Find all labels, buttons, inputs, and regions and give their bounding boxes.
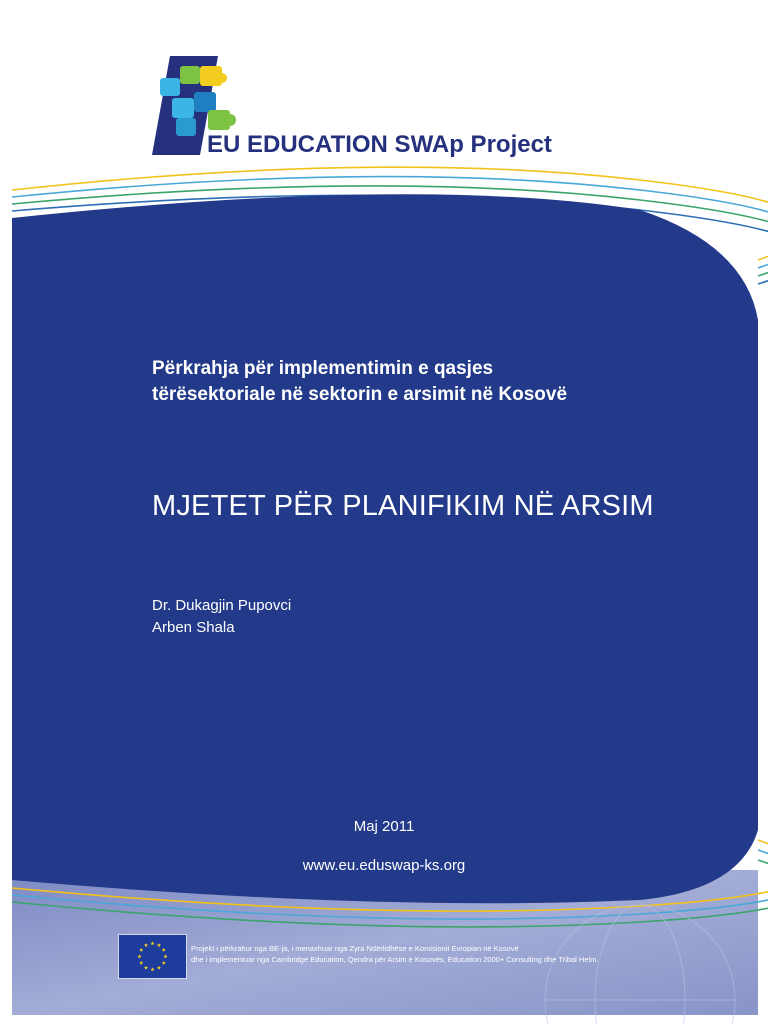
subtitle-line-1: Përkrahja për implementimin e qasjes xyxy=(152,358,494,379)
cover-title: MJETET PËR PLANIFIKIM NË ARSIM xyxy=(152,490,654,522)
subtitle-line-2: tërësektoriale në sektorin e arsimit në Kosovë xyxy=(152,384,568,405)
logo-text: EU EDUCATION SWAp Project xyxy=(207,131,552,158)
author-2: Arben Shala xyxy=(152,619,235,636)
eu-flag-icon xyxy=(118,934,187,979)
website-link[interactable]: www.eu.eduswap-ks.org xyxy=(302,857,466,874)
publication-date: Maj 2011 xyxy=(353,818,415,835)
footer-line-2: dhe i implementuar nga Cambridge Education, Qendra për Arsim e Kosovës, Education 2000+ Consulting dhe Tribal Helm. xyxy=(191,954,599,964)
cover-subtitle xyxy=(152,356,712,408)
main-blue-panel xyxy=(12,194,758,903)
author-1: Dr. Dukagjin Pupovci xyxy=(152,597,292,614)
authors-list xyxy=(152,595,291,639)
footer-disclaimer xyxy=(191,944,711,965)
footer-line-1: Projekt i përkrahur nga BE-ja, i menaxhuar nga Zyra Ndërlidhëse e Komisionit Evropian në Kosovë xyxy=(191,944,519,953)
